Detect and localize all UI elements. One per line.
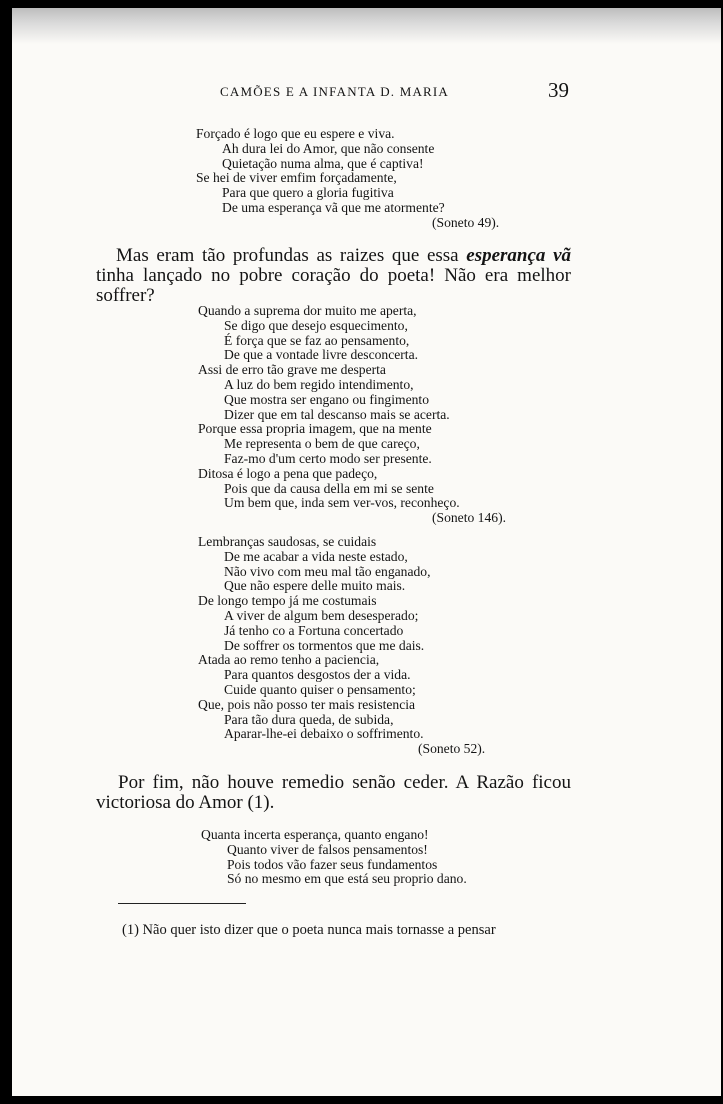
page-number: 39	[548, 78, 569, 102]
verse-line: Para que quero a gloria fugitiva	[222, 185, 394, 201]
verse-line: Pois todos vão fazer seus fundamentos	[227, 856, 438, 872]
poem-2	[198, 303, 507, 526]
verse-line: É força que se faz ao pensamento,	[224, 332, 410, 348]
verse-line: Quando a suprema dor muito me aperta,	[198, 303, 417, 318]
paragraph	[96, 246, 571, 306]
verse-line: De longo tempo já me costumais	[198, 593, 377, 609]
scan-shadow	[12, 8, 721, 44]
verse-line: Quietação numa alma, que é captiva!	[222, 155, 424, 171]
verse-line: Forçado é logo que eu espere e viva.	[196, 126, 395, 141]
paragraph-text: tinha lançado no pobre coração do poeta! Não era melhor soffrer?	[96, 265, 571, 306]
book-page	[12, 8, 721, 1096]
verse-line: De que a vontade livre desconcerta.	[224, 347, 418, 363]
emphasis: esperança vã	[466, 245, 571, 266]
citation: (Soneto 52).	[418, 741, 486, 757]
verse-line: Se digo que desejo esquecimento,	[224, 317, 408, 333]
footnote: (1) Não quer isto dizer que o poeta nunca mais tornasse a pensar	[122, 922, 496, 938]
citation: (Soneto 146).	[432, 510, 507, 526]
verse-line: Um bem que, inda sem ver-vos, reconheço.	[224, 495, 460, 511]
verse-line: De me acabar a vida neste estado,	[224, 548, 408, 564]
verse-line: Quanto viver de falsos pensamentos!	[227, 841, 428, 857]
paragraph-text: Por fim, não houve remedio senão ceder. A Razão ficou victoriosa do Amor (1).	[96, 772, 571, 813]
verse-line: Porque essa propria imagem, que na mente	[198, 421, 432, 437]
verse-line: Ah dura lei do Amor, que não consente	[222, 140, 435, 156]
verse-line: De soffrer os tormentos que me dais.	[224, 637, 425, 653]
verse-line: Assi de erro tão grave me desperta	[198, 362, 386, 378]
verse-line: Só no mesmo em que está seu proprio dano.	[227, 871, 467, 887]
verse-line: Aparar-lhe-ei debaixo o soffrimento.	[224, 726, 424, 742]
verse-line: Se hei de viver emfim forçadamente,	[196, 170, 397, 186]
verse-line: Para quantos desgostos der a vida.	[224, 667, 411, 683]
verse-line: Atada ao remo tenho a paciencia,	[198, 652, 380, 668]
verse-line: Que não espere delle muito mais.	[224, 578, 406, 594]
verse-line: Cuide quanto quiser o pensamento;	[224, 681, 416, 697]
verse-line: Não vivo com meu mal tão enganado,	[224, 563, 431, 579]
verse-line: De uma esperança vã que me atormente?	[222, 199, 445, 215]
paragraph-text: Mas eram tão profundas as raizes que essa	[116, 245, 467, 266]
poem-3	[198, 534, 486, 757]
verse-line: Já tenho co a Fortuna concertado	[224, 622, 404, 638]
paragraph	[96, 773, 571, 813]
verse-line: Que, pois não posso ter mais resistencia	[198, 696, 416, 712]
verse-line: Me representa o bem de que careço,	[224, 436, 420, 452]
verse-line: A viver de algum bem desesperado;	[224, 607, 419, 623]
verse-line: Para tão dura queda, de subida,	[224, 711, 394, 727]
poem-4	[201, 828, 467, 887]
footnote-separator	[118, 903, 246, 904]
verse-line: A luz do bem regido intendimento,	[224, 376, 414, 392]
poem-1	[196, 126, 500, 231]
verse-line: Lembranças saudosas, se cuidais	[198, 534, 377, 549]
verse-line: Dizer que em tal descanso mais se acerta.	[224, 406, 450, 422]
verse-line: Faz-mo d'um certo modo ser presente.	[224, 450, 432, 466]
verse-line: Que mostra ser engano ou fingimento	[224, 391, 429, 407]
verse-line: Ditosa é logo a pena que padeço,	[198, 465, 378, 481]
verse-line: Quanta incerta esperança, quanto engano!	[201, 827, 429, 842]
verse-line: Pois que da causa della em mi se sente	[224, 480, 434, 496]
citation: (Soneto 49).	[432, 214, 500, 230]
running-title: CAMÕES E A INFANTA D. MARIA	[220, 84, 450, 99]
